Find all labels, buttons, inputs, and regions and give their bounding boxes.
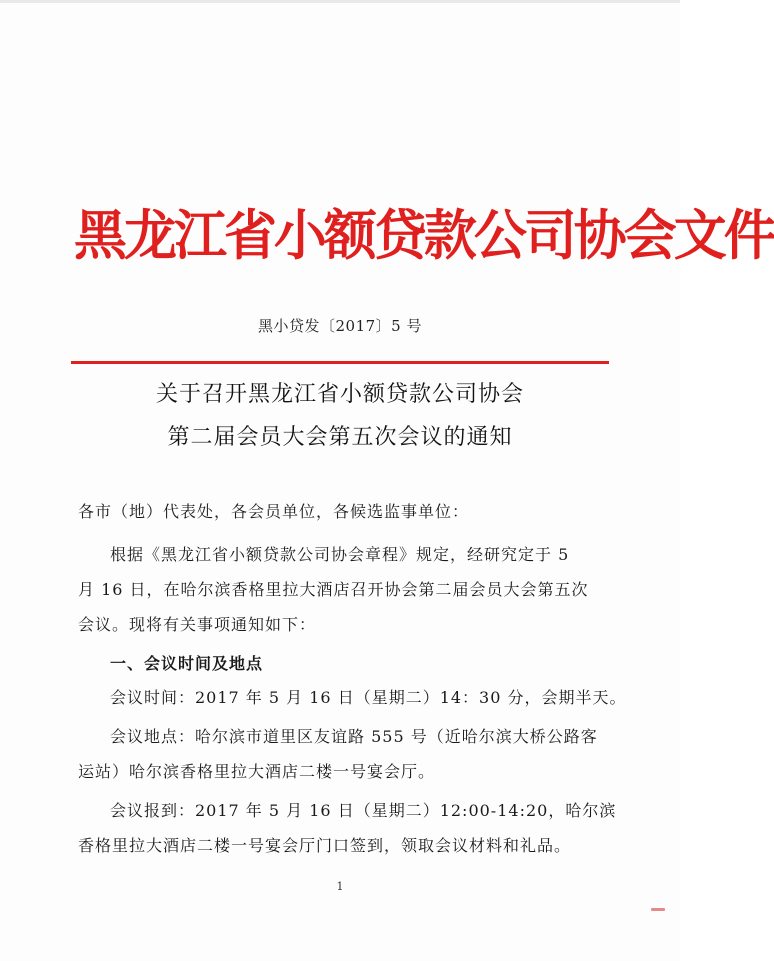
scan-edge	[0, 0, 680, 3]
section-heading: 一、会议时间及地点	[110, 654, 264, 673]
page-number: 1	[336, 880, 344, 893]
body-text-line: 月 16 日，在哈尔滨香格里拉大酒店召开协会第二届会员大会第五次	[78, 580, 589, 599]
body-text-line: 会议。现将有关事项通知如下：	[78, 615, 317, 634]
body-text-line: 根据《黑龙江省小额贷款公司协会章程》规定，经研究定于 5	[110, 545, 570, 564]
salutation: 各市（地）代表处，各会员单位，各候选监事单位：	[78, 502, 470, 521]
body-text-line: 运站）哈尔滨香格里拉大酒店二楼一号宴会厅。	[78, 762, 436, 781]
notice-title-line-1: 关于召开黑龙江省小额贷款公司协会	[155, 382, 524, 407]
body-text-line: 会议报到：2017 年 5 月 16 日（星期二）12:00-14:20，哈尔滨	[110, 801, 617, 820]
organization-header-title: 黑龙江省小额贷款公司协会文件	[74, 203, 774, 267]
notice-title-line-2: 第二届会员大会第五次会议的通知	[167, 425, 513, 450]
body-text-line: 会议地点：哈尔滨市道里区友谊路 555 号（近哈尔滨大桥公路客	[110, 727, 598, 746]
red-divider-line	[71, 361, 609, 364]
body-text-line: 香格里拉大酒店二楼一号宴会厅门口签到，领取会议材料和礼品。	[78, 836, 572, 855]
body-text-line: 会议时间：2017 年 5 月 16 日（星期二）14：30 分，会期半天。	[110, 688, 627, 707]
document-number: 黑小贷发〔2017〕5 号	[258, 317, 422, 335]
scan-speck	[651, 908, 665, 911]
